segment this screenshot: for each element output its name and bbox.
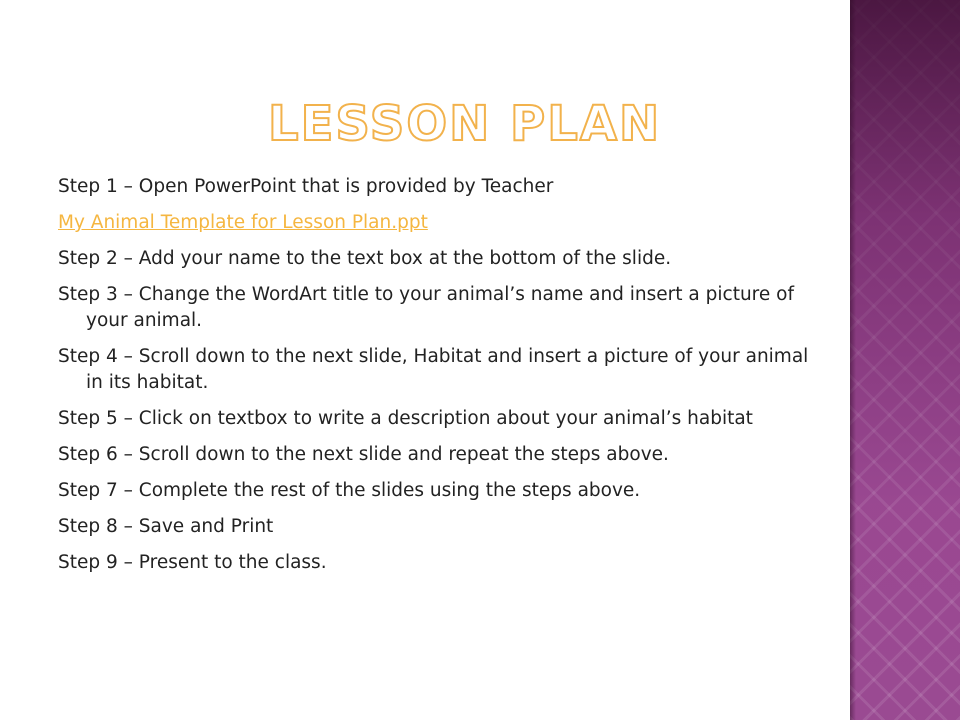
template-file-link[interactable]: My Animal Template for Lesson Plan.ppt	[58, 212, 428, 233]
step-1: Step 1 – Open PowerPoint that is provided by Teacher	[58, 176, 554, 197]
side-panel-shadow	[850, 0, 856, 720]
slide-title: LESSON PLAN	[268, 96, 662, 152]
step-6: Step 6 – Scroll down to the next slide and repeat the steps above.	[58, 444, 669, 465]
step-9: Step 9 – Present to the class.	[58, 552, 327, 573]
template-link-item	[58, 210, 828, 236]
decorative-side-panel	[850, 0, 960, 720]
step-5: Step 5 – Click on textbox to write a description about your animal’s habitat	[58, 408, 753, 429]
step-2: Step 2 – Add your name to the text box at the bottom of the slide.	[58, 248, 672, 269]
step-4: Step 4 – Scroll down to the next slide, Habitat and insert a picture of your animal in its habitat.	[58, 346, 809, 393]
step-8: Step 8 – Save and Print	[58, 516, 274, 537]
step-7: Step 7 – Complete the rest of the slides using the steps above.	[58, 480, 641, 501]
step-3: Step 3 – Change the WordArt title to your animal’s name and insert a picture of your animal.	[58, 284, 794, 331]
steps-list	[58, 174, 828, 586]
